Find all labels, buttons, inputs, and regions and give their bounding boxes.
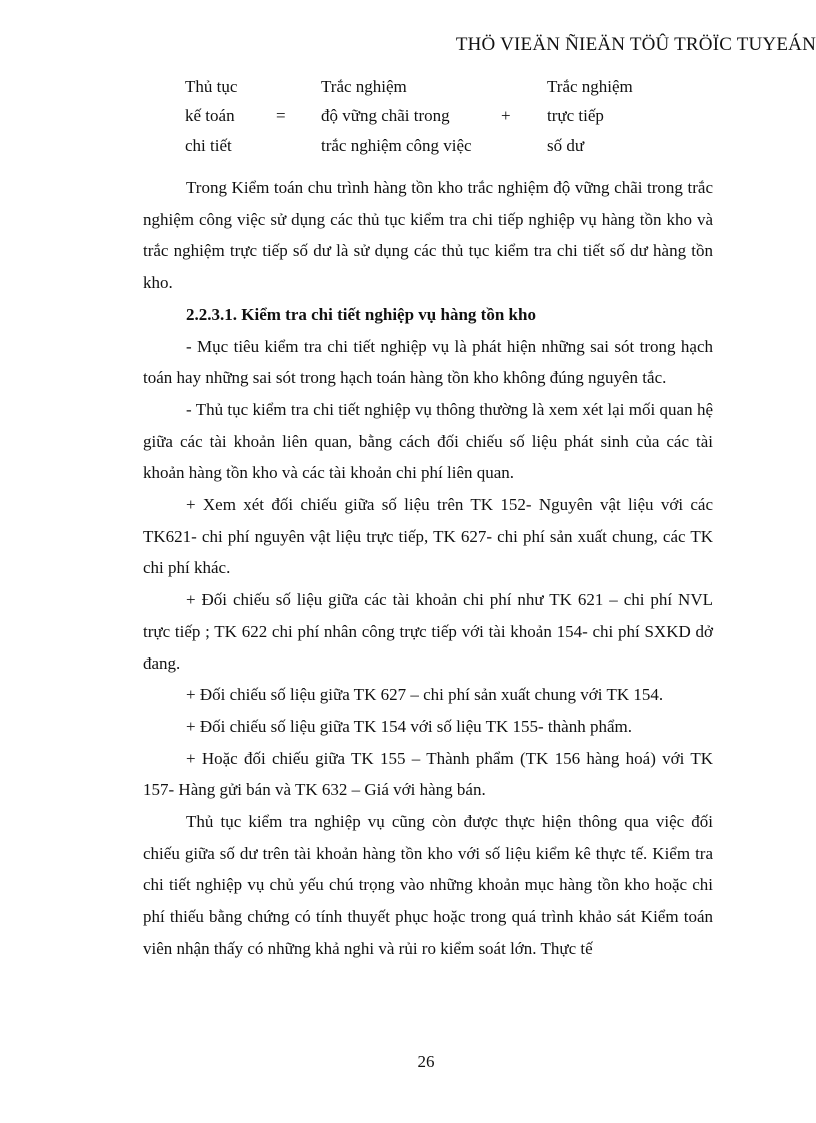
paragraph-tk155: + Hoặc đối chiếu giữa TK 155 – Thành phẩm (TK 156 hàng hoá) với TK 157- Hàng gửi bán và TK 632 – Giá với hàng bán.: [143, 748, 713, 800]
formula-col3-line2: trực tiếp: [547, 106, 604, 125]
paragraph-tk154: + Đối chiếu số liệu giữa TK 154 với số liệu TK 155- thành phẩm.: [186, 716, 632, 736]
formula-col2-line2: độ vững chãi trong: [321, 106, 450, 125]
formula-col3-line3: số dư: [547, 136, 585, 155]
paragraph-objective: - Mục tiêu kiểm tra chi tiết nghiệp vụ là phát hiện những sai sót trong hạch toán hay những sai sót trong hạch toán hàng tồn kho không đúng nguyên tắc.: [143, 336, 713, 388]
body-text: [143, 172, 713, 965]
section-heading: 2.2.3.1. Kiểm tra chi tiết nghiệp vụ hàng tồn kho: [186, 304, 536, 324]
formula-col1-line3: chi tiết: [185, 136, 232, 155]
formula-col2-line1: Trắc nghiệm: [321, 77, 407, 96]
paragraph-tk152: + Xem xét đối chiếu giữa số liệu trên TK 152- Nguyên vật liệu với các TK621- chi phí nguyên vật liệu trực tiếp, TK 627- chi phí sản xuất chung, các TK chi phí khác.: [143, 495, 713, 578]
paragraph-intro: Trong Kiểm toán chu trình hàng tồn kho trắc nghiệm độ vững chãi trong trắc nghiệm công việc sử dụng các thủ tục kiểm tra chi tiếp nghiệp vụ hàng tồn kho và trắc nghiệm trực tiếp số dư là sử dụng các thủ tục kiểm tra chi tiết số dư hàng tồn kho.: [143, 178, 713, 293]
formula-plus-sign: +: [501, 106, 511, 125]
page-number: 26: [417, 1052, 435, 1071]
paragraph-reconciliation: Thủ tục kiểm tra nghiệp vụ cũng còn được thực hiện thông qua việc đối chiếu giữa số dư trên tài khoản hàng tồn kho với số liệu kiểm kê thực tế. Kiểm tra chi tiết nghiệp vụ chủ yếu chú trọng vào những khoản mục hàng tồn kho hoặc chi phí thiếu bằng chứng có tính thuyết phục hoặc trong quá trình khảo sát Kiểm toán viên nhận thấy có những khả nghi và rủi ro kiểm soát lớn. Thực tế: [143, 812, 713, 958]
formula-col1-line2: kế toán: [185, 106, 235, 125]
paragraph-procedure: - Thủ tục kiểm tra chi tiết nghiệp vụ thông thường là xem xét lại mối quan hệ giữa các tài khoản liên quan, bằng cách đối chiếu số liệu phát sinh của các tài khoản hàng tồn kho và các tài khoản chi phí liên quan.: [143, 399, 713, 483]
formula-col3-line1: Trắc nghiệm: [547, 77, 633, 96]
formula-equals-sign: =: [276, 106, 286, 125]
paragraph-tk621: + Đối chiếu số liệu giữa các tài khoản chi phí như TK 621 – chi phí NVL trực tiếp ; TK 622 chi phí nhân công trực tiếp với tài khoản 154- chi phí SXKD dở đang.: [143, 590, 713, 673]
paragraph-tk627: + Đối chiếu số liệu giữa TK 627 – chi phí sản xuất chung với TK 154.: [186, 685, 664, 705]
page-header-title: THÖ VIEÄN ÑIEÄN TÖÛ TRÖÏC TUYEÁN: [455, 34, 816, 55]
formula-col2-line3: trắc nghiệm công việc: [321, 136, 472, 155]
formula-col1-line1: Thủ tục: [185, 77, 238, 96]
